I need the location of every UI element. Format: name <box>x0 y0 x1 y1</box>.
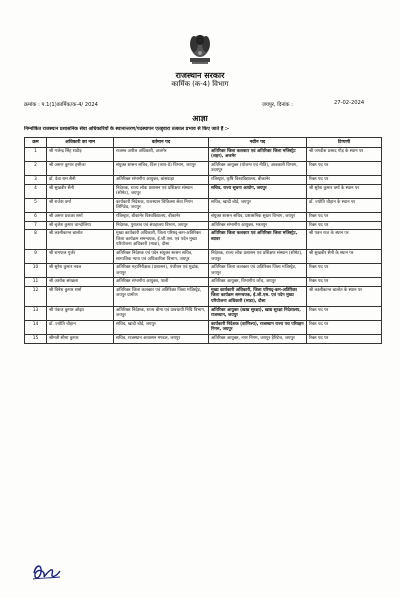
row-remark: श्री सुरेश कुमार वर्मा के स्थान पर <box>307 184 382 198</box>
row-remark: रिक्त पद पर <box>307 320 382 334</box>
row-serial: 5 <box>25 198 47 212</box>
table-row <box>25 278 382 287</box>
row-current-post: अतिरिक्त महानिरीक्षक (प्रशासन), पंजीयन एवं मुद्रांक, जयपुर <box>114 264 209 278</box>
row-officer-name: श्री बृजेश कुमार चान्दोलिया <box>47 221 114 230</box>
table-row <box>25 335 382 344</box>
row-current-post: अतिरिक्त जिला कलक्टर एवं अतिरिक्त जिला मजिस्ट्रेट, जयपुर ग्रामीण <box>114 286 209 306</box>
signature <box>30 561 64 583</box>
row-officer-name: श्री सुखवीर सैनी <box>47 184 114 198</box>
row-serial: 6 <box>25 212 47 221</box>
table-row <box>25 212 382 221</box>
table-header-row <box>25 138 382 148</box>
row-officer-name: डॉ. देवा राम सैनी <box>47 175 114 184</box>
row-serial: 14 <box>25 320 47 334</box>
order-title: आज्ञा <box>192 114 208 123</box>
table-row <box>25 175 382 184</box>
row-serial: 8 <box>25 230 47 250</box>
transfer-table <box>24 137 382 344</box>
row-new-post: अतिरिक्त जिला कलक्टर एवं अतिरिक्त जिला मजिस्ट्रेट (शहर), अजमेर <box>209 147 307 161</box>
row-officer-name: श्री रामपाल गुर्जर <box>47 249 114 263</box>
row-current-post: अतिरिक्त संभागीय आयुक्त, पाली <box>114 278 209 287</box>
row-current-post: मुख्य कार्यकारी अधिकारी, जिला परिषद्-कम-अतिरिक्त जिला कार्यक्रम समन्वयक, ई.जी.एस. एवं पदेन मुख्य परियोजना अधिकारी (माडा), दौसा <box>114 230 209 250</box>
table-row <box>25 286 382 306</box>
row-current-post: संयुक्त शासन सचिव, वित्त (व्यय-II) विभाग, जयपुर <box>114 161 209 175</box>
row-new-post: सचिव, खादी बोर्ड, जयपुर <box>209 198 307 212</box>
row-remark: रिक्त पद पर <box>307 161 382 175</box>
row-current-post: निदेशक, राज्य लोक प्रशासन एवं प्रशिक्षण संस्थान (सीमेट), जयपुर <box>114 184 209 198</box>
department-title: कार्मिक (क-4) विभाग <box>171 80 229 88</box>
row-new-post: निदेशक, राज्य लोक प्रशासन एवं प्रशिक्षण संस्थान (सीमेट), जयपुर <box>209 249 307 263</box>
table-row <box>25 147 382 161</box>
row-new-post: अतिरिक्त आयुक्त, विभागीय जाँच, जयपुर <box>209 278 307 287</box>
table-row <box>25 320 382 334</box>
row-current-post: राजस्व अपील अधिकारी, अजमेर <box>114 147 209 161</box>
row-current-post: अतिरिक्त निदेशक एवं पदेन संयुक्त शासन सचिव, सामाजिक न्याय एवं अधिकारिता विभाग, जयपुर <box>114 249 209 263</box>
row-officer-name: डॉ. ज्योति चौहान <box>47 320 114 334</box>
row-remark: श्री जगदीश प्रसाद गौड़ के स्थान पर <box>307 147 382 161</box>
reference-number <box>24 100 98 108</box>
table-row <box>25 230 382 250</box>
row-officer-name: श्री अरुण प्रकाश शर्मा <box>47 212 114 221</box>
row-current-post: अतिरिक्त संभागीय आयुक्त, बांसवाड़ा <box>114 175 209 184</box>
row-officer-name: श्री अरुण कुमार हसीजा <box>47 161 114 175</box>
order-intro: निम्नांकित राजस्थान प्रशासनिक सेवा अधिकारियों के स्थानान्तरण/पदस्थापन एतद्द्वारा तत्काल प्रभाव से किए जाते हैं :- <box>24 127 229 132</box>
row-serial: 7 <box>25 221 47 230</box>
row-new-post: सचिव, राज्य सूचना आयोग, जयपुर <box>209 184 307 198</box>
table-row <box>25 306 382 320</box>
row-new-post: अतिरिक्त आयुक्त (खाद्य सुरक्षा), खाद्य सुरक्षा निदेशालय, राजस्थान, जयपुर <box>209 306 307 320</box>
row-new-post: अतिरिक्त संभागीय आयुक्त, भरतपुर <box>209 221 307 230</box>
row-remark: डॉ. ज्योति चौहान के स्थान पर <box>307 198 382 212</box>
row-officer-name: श्री विनेश कुमार शर्मा <box>47 286 114 306</box>
row-remark: श्री लक्ष्मीकान्त बालोत के स्थान पर <box>307 286 382 306</box>
row-new-post: संयुक्त शासन सचिव, प्रशासनिक सुधार विभाग, जयपुर <box>209 212 307 221</box>
row-current-post: कार्यकारी निदेशक, राजस्थान चिकित्सा सेवा निगम लिमिटेड, जयपुर <box>114 198 209 212</box>
row-current-post: निदेशक, पुरातत्व एवं संग्रहालय विभाग, जयपुर <box>114 221 209 230</box>
place-date-label: जयपुर, दिनांक : <box>262 102 293 108</box>
column-header-current-post: वर्तमान पद <box>114 138 209 148</box>
table-row <box>25 264 382 278</box>
table-row <box>25 221 382 230</box>
row-new-post: अतिरिक्त जिला कलक्टर एवं अतिरिक्त जिला मजिस्ट्रेट, जयपुर <box>209 264 307 278</box>
row-officer-name: श्री अशोक सांखला <box>47 278 114 287</box>
column-header-new-post: नवीन पद <box>209 138 307 148</box>
row-remark: रिक्त पद पर <box>307 221 382 230</box>
state-emblem-icon <box>186 32 214 66</box>
ref-label: क्रमांक : <box>24 102 40 108</box>
row-current-post: रजिस्ट्रार, बीकानेर विश्वविद्यालय, बीकानेर <box>114 212 209 221</box>
row-current-post: सचिव, राजस्थान आवासन मण्डल, जयपुर <box>114 335 209 344</box>
row-serial: 15 <box>25 335 47 344</box>
row-new-post: अतिरिक्त आयुक्त, नगर निगम, जयपुर हैरिटेज, जयपुर <box>209 335 307 344</box>
row-new-post: अतिरिक्त जिला कलक्टर एवं अतिरिक्त जिला मजिस्ट्रेट, ब्यावर <box>209 230 307 250</box>
row-remark: रिक्त पद पर <box>307 306 382 320</box>
row-new-post: कार्यकारी निदेशक (वाणिज्य), राजस्थान राज्य पथ परिवहन निगम, जयपुर <box>209 320 307 334</box>
row-new-post: रजिस्ट्रार, कृषि विश्वविद्यालय, बीकानेर <box>209 175 307 184</box>
column-header-remark: टिप्पणी <box>307 138 382 148</box>
row-remark: रिक्त पद पर <box>307 335 382 344</box>
row-current-post: सचिव, खादी बोर्ड, जयपुर <box>114 320 209 334</box>
row-remark: रिक्त पद पर <box>307 264 382 278</box>
table-row <box>25 161 382 175</box>
column-header-name: अधिकारी का नाम <box>47 138 114 148</box>
table-row <box>25 198 382 212</box>
row-remark: रिक्त पद पर <box>307 175 382 184</box>
row-remark: श्री पवन राज के स्थान पर <box>307 230 382 250</box>
row-remark: रिक्त पद पर <box>307 278 382 287</box>
row-officer-name: श्रीमती सीमा कुमार <box>47 335 114 344</box>
row-officer-name: श्री पंकज कुमार ओझा <box>47 306 114 320</box>
table-row <box>25 249 382 263</box>
row-serial: 2 <box>25 161 47 175</box>
table-row <box>25 184 382 198</box>
government-title: राजस्थान सरकार <box>175 71 225 80</box>
row-serial: 3 <box>25 175 47 184</box>
row-remark: रिक्त पद पर <box>307 212 382 221</box>
row-remark: श्री सुखवीर सैनी के स्थान पर <box>307 249 382 263</box>
row-current-post: अतिरिक्त निदेशक, राज्य बीमा एवं प्रावधायी निधि विभाग, जयपुर <box>114 306 209 320</box>
row-serial: 13 <box>25 306 47 320</box>
row-serial: 9 <box>25 249 47 263</box>
row-serial: 1 <box>25 147 47 161</box>
row-serial: 4 <box>25 184 47 198</box>
row-serial: 12 <box>25 286 47 306</box>
order-date: 27-02-2024 <box>334 100 365 106</box>
row-serial: 10 <box>25 264 47 278</box>
column-header-sn: क्रम <box>25 138 47 148</box>
row-officer-name: श्री लक्ष्मीकान्त बालोत <box>47 230 114 250</box>
row-new-post: मुख्य कार्यकारी अधिकारी, जिला परिषद्-कम-अतिरिक्त जिला कार्यक्रम समन्वयक, ई.जी.एस. एवं पदेन मुख्य परियोजना अधिकारी (माडा), दौसा <box>209 286 307 306</box>
row-officer-name: श्री गजेन्द्र सिंह राठौड़ <box>47 147 114 161</box>
row-new-post: अतिरिक्त आयुक्त (योजना एवं नीति), आबकारी विभाग, उदयपुर <box>209 161 307 175</box>
row-officer-name: श्री राजेश वर्मा <box>47 198 114 212</box>
ref-value: प.1(1)कार्मिक/क-4/ 2024 <box>41 102 98 108</box>
row-officer-name: श्री सुरेश कुमार नवल <box>47 264 114 278</box>
row-serial: 11 <box>25 278 47 287</box>
